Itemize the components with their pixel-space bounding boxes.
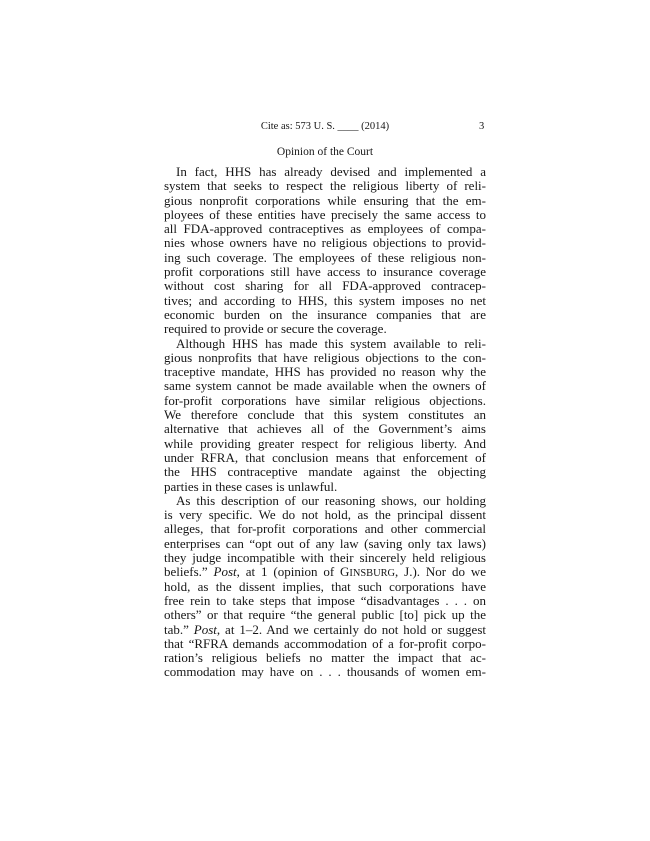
text-line: required to provide or secure the coverage. — [164, 321, 387, 337]
text-line: gious nonprofits that have religious objections to the con- — [164, 349, 486, 365]
text-line: same system cannot be made available when the owners of — [164, 378, 486, 394]
text-line: As this description of our reasoning shows, our holding — [176, 492, 486, 508]
text-line: alternative that achieves all of the Government’s aims — [164, 421, 486, 437]
text-line: tives; and according to HHS, this system imposes no net — [164, 292, 486, 308]
text-line: commodation may have on . . . thousands of women em- — [164, 664, 486, 680]
line-text: , at 1 (opinion of — [236, 564, 341, 580]
text-line: Although HHS has made this system available to reli- — [176, 335, 486, 351]
text-line: alleges, that for-profit corporations and other commercial — [164, 521, 486, 537]
text-line: ployees of these entities have precisely the same access to — [164, 206, 486, 222]
text-line: In fact, HHS has already devised and implemented a — [176, 164, 486, 179]
justice-name-small-caps: GINSBURG — [340, 564, 396, 580]
text-line: free rein to take steps that impose “disadvantages . . . on — [164, 592, 486, 608]
text-line: gious nonprofit corporations while ensuring that the em- — [164, 192, 486, 208]
text-line: all FDA-approved contraceptives as employees of compa- — [164, 221, 486, 237]
text-line: they judge incompatible with their sincerely held religious — [164, 550, 486, 566]
page-number: 3 — [479, 121, 485, 132]
text-line: under RFRA, that conclusion means that enforcement of — [164, 449, 486, 465]
text-line: profit corporations still have access to insurance coverage — [164, 264, 486, 280]
citation-header: Cite as: 573 U. S. ____ (2014) — [260, 121, 390, 132]
text-line: ing such coverage. The employees of these religious non- — [164, 249, 486, 265]
opinion-body — [164, 165, 486, 680]
text-line: hold, as the dissent implies, that such corporations have — [164, 578, 486, 594]
text-line: the HHS contraceptive mandate against the objecting — [164, 464, 486, 480]
text-line: We therefore conclude that this system constitutes an — [164, 407, 486, 423]
paragraph — [164, 337, 486, 494]
text-line: parties in these cases is unlawful. — [164, 478, 338, 494]
text-line: system that seeks to respect the religious liberty of reli- — [164, 178, 486, 194]
text-line: for-profit corporations have similar religious objections. — [164, 392, 486, 408]
paragraph — [164, 165, 486, 337]
case-reference-italic: Post — [193, 621, 217, 637]
text-line — [164, 623, 486, 637]
running-head: Opinion of the Court — [276, 146, 374, 158]
text-line: economic burden on the insurance companies that are — [164, 306, 486, 322]
line-text: beliefs.” — [164, 564, 214, 580]
text-line: is very specific. We do not hold, as the principal dissent — [164, 507, 486, 523]
text-line: ration’s religious beliefs no matter the impact that ac- — [164, 650, 486, 666]
text-line — [164, 565, 486, 579]
paragraph — [164, 494, 486, 680]
text-line: traceptive mandate, HHS has provided no reason why the — [164, 364, 486, 380]
line-text: , J.). Nor do we — [395, 564, 487, 580]
line-text: tab.” — [164, 621, 194, 637]
line-text: , at 1–2. And we certainly do not hold or suggest — [216, 621, 486, 637]
text-line: others” or that require “the general public [to] pick up the — [164, 607, 486, 623]
text-line: while providing greater respect for religious liberty. And — [164, 435, 486, 451]
text-line: without cost sharing for all FDA-approved contracep- — [164, 278, 486, 294]
text-line: nies whose owners have no religious objections to provid- — [164, 235, 486, 251]
case-reference-italic: Post — [213, 564, 237, 580]
text-line: that “RFRA demands accommodation of a for-profit corpo- — [164, 635, 486, 651]
text-line: enterprises can “opt out of any law (saving only tax laws) — [164, 535, 486, 551]
